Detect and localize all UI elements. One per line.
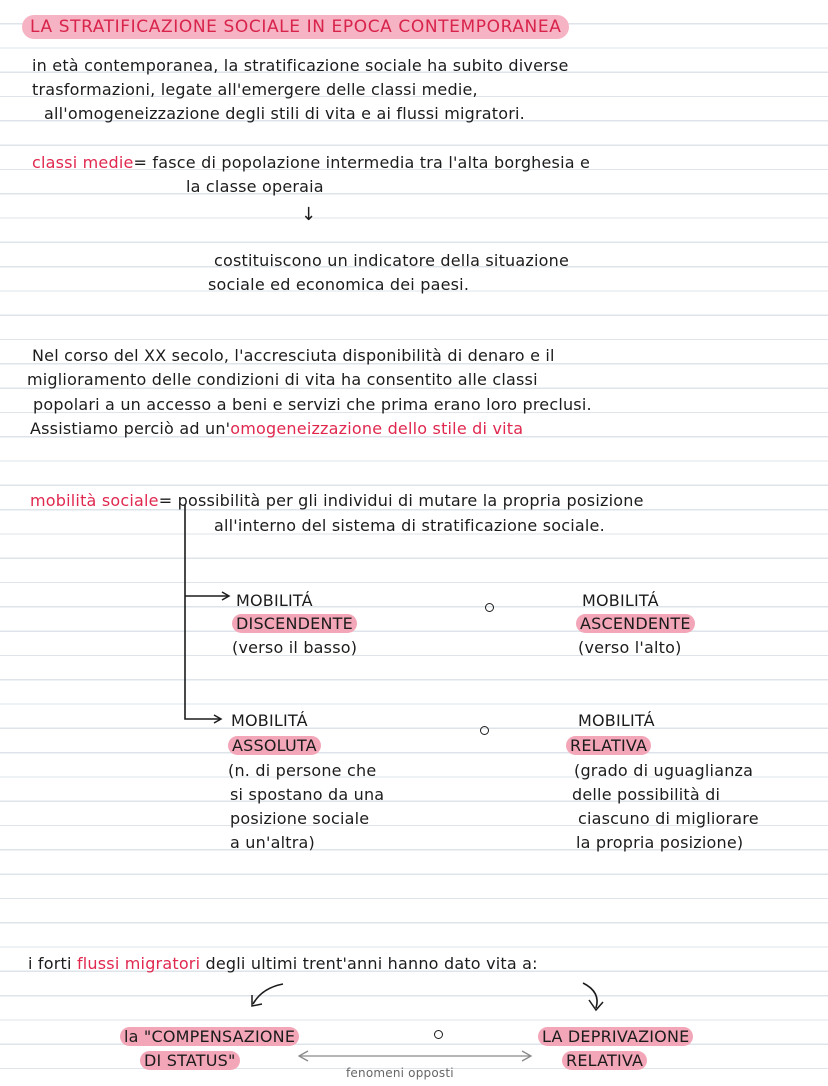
- flussi-migratori-highlight: flussi migratori: [76, 954, 201, 973]
- classi-medie-consequence-line-1: costituiscono un indicatore della situazione: [214, 251, 570, 270]
- mobilita-relativa-label: MOBILITÁ: [578, 711, 655, 730]
- xx-secolo-line-3: popolari a un accesso a beni e servizi che prima erano loro preclusi.: [33, 395, 592, 414]
- mobilita-relativa-note-1: (grado di uguaglianza: [574, 761, 754, 780]
- mobilita-relativa-type: RELATIVA: [566, 735, 651, 757]
- or-dot-3: [434, 1030, 443, 1039]
- mobilita-assoluta-note-2: si spostano da una: [230, 785, 385, 804]
- flussi-line: i forti flussi migratori degli ultimi trent'anni hanno dato vita a:: [28, 954, 538, 973]
- xx-secolo-line-2: miglioramento delle condizioni di vita ha consentito alle classi: [27, 370, 538, 389]
- mobilita-discendente-label: MOBILITÁ: [236, 591, 313, 610]
- classi-medie-term: classi medie: [32, 153, 134, 172]
- or-dot-2: [480, 726, 489, 735]
- or-dot-1: [485, 603, 494, 612]
- mobilita-term: mobilità sociale: [30, 491, 159, 510]
- intro-line-2: trasformazioni, legate all'emergere delle classi medie,: [32, 80, 478, 99]
- mobilita-relativa-note-2: delle possibilità di: [572, 785, 721, 804]
- compensazione-line-1: la "COMPENSAZIONE: [120, 1026, 299, 1048]
- classi-medie-definition-line-2: la classe operaia: [186, 177, 324, 196]
- omogeneizzazione-highlight: omogeneizzazione dello stile di vita: [230, 419, 524, 438]
- mobilita-assoluta-note-4: a un'altra): [230, 833, 315, 852]
- classi-medie-consequence-line-2: sociale ed economica dei paesi.: [208, 275, 470, 294]
- page-title: LA STRATIFICAZIONE SOCIALE IN EPOCA CONTEMPORANEA: [22, 16, 569, 38]
- mobilita-definition-line-2: all'interno del sistema di stratificazione sociale.: [214, 516, 605, 535]
- deprivazione-line-2: RELATIVA: [562, 1050, 647, 1072]
- mobilita-assoluta-note-3: posizione sociale: [230, 809, 370, 828]
- down-arrow-icon: ↓: [301, 204, 317, 225]
- mobilita-ascendente-note: (verso l'alto): [578, 638, 682, 657]
- classi-medie-definition-line-1: classi medie= fasce di popolazione intermedia tra l'alta borghesia e: [32, 153, 591, 172]
- xx-secolo-line-1: Nel corso del XX secolo, l'accresciuta disponibilità di denaro e il: [32, 346, 555, 365]
- mobilita-assoluta-note-1: (n. di persone che: [228, 761, 377, 780]
- intro-line-3: all'omogeneizzazione degli stili di vita e ai flussi migratori.: [44, 104, 525, 123]
- deprivazione-line-1: LA DEPRIVAZIONE: [538, 1026, 693, 1048]
- mobilita-relativa-note-3: ciascuno di migliorare: [578, 809, 759, 828]
- mobilita-discendente-type: DISCENDENTE: [232, 613, 357, 635]
- mobilita-assoluta-type: ASSOLUTA: [228, 735, 321, 757]
- xx-secolo-line-4: Assistiamo perciò ad un'omogeneizzazione dello stile di vita: [30, 419, 524, 438]
- mobilita-definition-line-1: mobilità sociale= possibilità per gli individui di mutare la propria posizione: [30, 491, 644, 510]
- fenomeni-opposti-label: fenomeni opposti: [346, 1066, 454, 1080]
- mobilita-discendente-note: (verso il basso): [232, 638, 358, 657]
- mobilita-relativa-note-4: la propria posizione): [576, 833, 744, 852]
- mobilita-ascendente-label: MOBILITÁ: [582, 591, 659, 610]
- intro-line-1: in età contemporanea, la stratificazione sociale ha subito diverse: [32, 56, 569, 75]
- compensazione-line-2: DI STATUS": [140, 1050, 240, 1072]
- mobilita-ascendente-type: ASCENDENTE: [576, 613, 695, 635]
- mobilita-assoluta-label: MOBILITÁ: [231, 711, 308, 730]
